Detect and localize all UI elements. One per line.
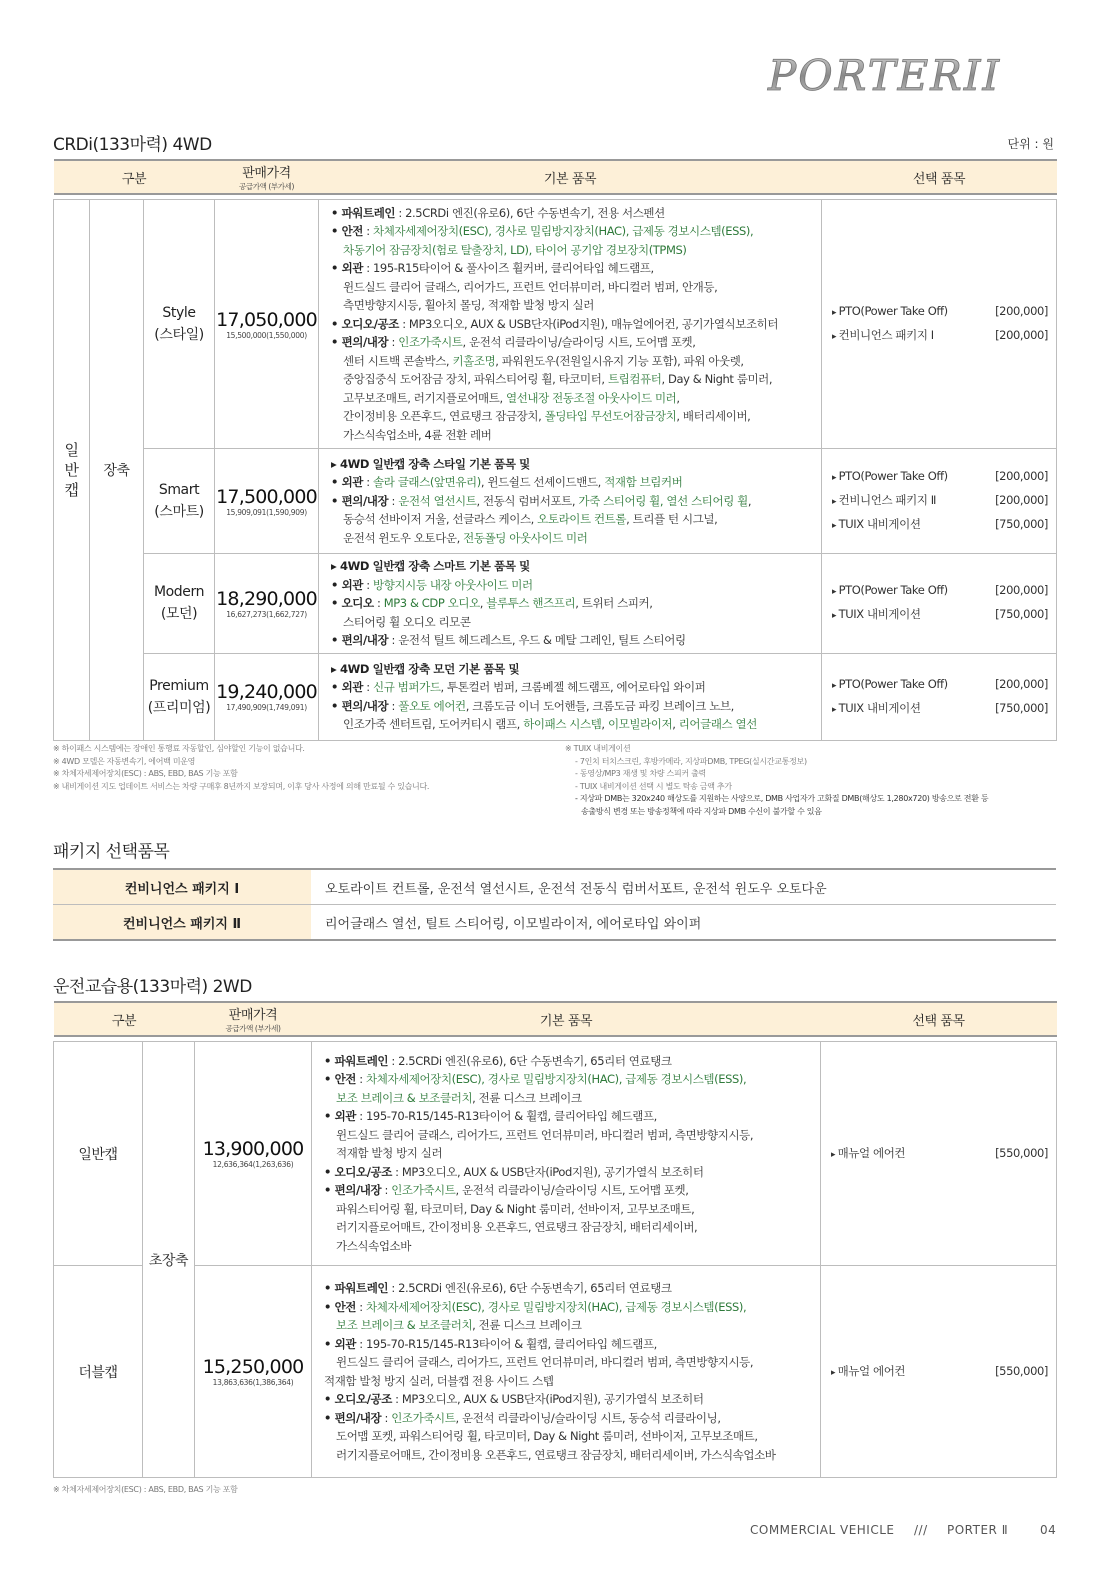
basic-line: ▸ 4WD 일반캡 장축 스타일 기본 품목 및	[331, 456, 530, 471]
basic-line: • 파워트레인 : 2.5CRDi 엔진(유로6), 6단 수동변속기, 65리터 연료탱크	[324, 1053, 672, 1068]
basic-line: 윈드실드 클리어 글래스, 리어가드, 프런트 언더뷰미러, 바디컬러 범퍼, 측면방향지시등,	[336, 1127, 754, 1142]
spec-table-2wd	[53, 1001, 1057, 1478]
price-cell: 18,290,000 16,627,273(1,662,727)	[215, 554, 319, 654]
trim-cell: Smart (스마트)	[144, 449, 215, 554]
basic-items	[312, 1266, 821, 1478]
basic-line: 보조 브레이크 & 보조클러치, 전륜 디스크 브레이크	[336, 1318, 582, 1332]
section2-title: 운전교습용(133마력) 2WD	[53, 977, 252, 997]
table-row	[54, 1266, 1057, 1478]
basic-line: 차동기어 잠금장치(험로 탈출장치, LD), 타이어 공기압 경보장치(TPMS)	[343, 242, 687, 257]
header-basic: 기본 품목	[319, 160, 822, 194]
porter-logo	[760, 50, 1070, 100]
basic-line: • 편의/내장 : 운전석 열선시트, 전동식 럼버서포트, 가죽 스티어링 휠, 열선 스티어링 휠,	[331, 493, 752, 508]
basic-line: • 안전 : 차체자세제어장치(ESC), 경사로 밀림방지장치(HAC), 급제동 경보시스템(ESS),	[331, 224, 754, 239]
basic-line: 러기지플로어매트, 간이정비용 오픈후드, 연료탱크 잠금장치, 배터리세이버, 가스식속업소바	[336, 1447, 776, 1462]
option-item: ▸ 매뉴얼 에어컨 [550,000]	[831, 1360, 1048, 1384]
table-row	[54, 554, 1057, 654]
basic-line: • 오디오/공조 : MP3오디오, AUX & USB단자(iPod지원), 매뉴얼에어컨, 공기가열식보조히터	[331, 316, 779, 331]
basic-line: • 안전 : 차체자세제어장치(ESC), 경사로 밀림방지장치(HAC), 급제동 경보시스템(ESS),	[324, 1299, 747, 1314]
basic-line: 고무보조매트, 러기지플로어매트, 열선내장 전동조절 아웃사이드 미러,	[343, 390, 680, 405]
trim-cell: Premium (프리미엄)	[144, 653, 215, 740]
price-cell: 13,900,000 12,636,364(1,263,636)	[195, 1042, 312, 1266]
unit-label: 단위 : 원	[1007, 137, 1054, 151]
basic-line: 스티어링 휠 오디오 리모콘	[343, 614, 471, 629]
option-item: ▸ PTO(Power Take Off) [200,000]	[832, 300, 1048, 324]
footer-left: COMMERCIAL VEHICLE	[750, 1523, 895, 1537]
table-row	[54, 1042, 1057, 1266]
option-items	[822, 449, 1057, 554]
cab-cell: 더블캡	[54, 1266, 143, 1478]
package-row	[53, 869, 1056, 905]
basic-line: 적재함 발청 방지 실러	[336, 1146, 443, 1161]
option-items	[821, 1266, 1057, 1478]
basic-line: ▸ 4WD 일반캡 장축 스마트 기본 품목 및	[331, 559, 530, 573]
table-row	[54, 653, 1057, 740]
option-item: ▸ 매뉴얼 에어컨 [550,000]	[831, 1142, 1048, 1166]
basic-line: 센터 시트백 콘솔박스, 키홀조명, 파워윈도우(전원일시유지 기능 포함), 파워 아웃렛,	[343, 353, 744, 368]
option-item: ▸ TUIX 내비게이션 [750,000]	[832, 603, 1048, 627]
table-row	[54, 200, 1057, 449]
basic-line: • 외관 : 195-70-R15/145-R13타이어 & 휠캡, 클리어타입 헤드램프,	[324, 1109, 657, 1124]
option-item: ▸ PTO(Power Take Off) [200,000]	[832, 673, 1048, 697]
basic-line: • 편의/내장 : 풀오토 에어컨, 크롬도금 이너 도어핸들, 크롬도금 파킹 브레이크 노브,	[331, 698, 734, 713]
header-basic: 기본 품목	[312, 1002, 821, 1036]
basic-line: 인조가죽 센터트림, 도어커티시 램프, 하이패스 시스템, 이모빌라이저, 리어글래스 열선	[343, 717, 757, 731]
option-items	[822, 554, 1057, 654]
option-item: ▸ TUIX 내비게이션 [750,000]	[832, 697, 1048, 721]
basic-line: • 편의/내장 : 운전석 틸트 헤드레스트, 우드 & 메탈 그레인, 틸트 스티어링	[331, 633, 686, 647]
cab-cell	[54, 200, 90, 741]
basic-line: • 외관 : 195-R15타이어 & 풀사이즈 휠커버, 클리어타입 헤드램프,	[331, 261, 654, 276]
basic-line: 가스식속업소바, 4륜 전환 레버	[343, 427, 492, 442]
option-item: ▸ PTO(Power Take Off) [200,000]	[832, 579, 1048, 603]
header-price: 판매가격 공급가액 (부가세)	[215, 160, 319, 194]
svg-text:PORTERII: PORTERII	[768, 51, 1002, 100]
package-table	[53, 868, 1056, 941]
basic-line: 러기지플로어매트, 간이정비용 오픈후드, 연료탱크 잠금장치, 배터리세이버,	[336, 1220, 698, 1235]
page-number: 04	[1040, 1523, 1057, 1537]
basic-line: • 오디오/공조 : MP3오디오, AUX & USB단자(iPod지원), 공기가열식 보조히터	[324, 1392, 704, 1406]
basic-line: 윈드실드 클리어 글래스, 리어가드, 프런트 언더뷰미러, 바디컬러 범퍼, 측면방향지시등,	[336, 1355, 754, 1369]
basic-line: • 편의/내장 : 인조가죽시트, 운전석 리클라이닝/슬라이딩 시트, 도어맵 포켓,	[331, 335, 696, 350]
basic-line: • 외관 : 솔라 글래스(앞면유리), 윈드쉴드 선셰이드밴드, 적재함 브림커버	[331, 475, 683, 490]
basic-line: 중앙집중식 도어잠금 장치, 파워스티어링 휠, 타코미터, 트립컴퓨터, Day & Night 룸미러,	[343, 372, 773, 387]
basic-line: 보조 브레이크 & 보조클러치, 전륜 디스크 브레이크	[336, 1090, 582, 1105]
basic-items	[319, 449, 822, 554]
header-options: 선택 품목	[821, 1002, 1057, 1036]
basic-line: • 오디오 : MP3 & CDP 오디오, 블루투스 핸즈프리, 트위터 스피커,	[331, 596, 653, 610]
basic-line: • 편의/내장 : 인조가죽시트, 운전석 리클라이닝/슬라이딩 시트, 도어맵 포켓,	[324, 1183, 689, 1198]
header-price: 판매가격 공급가액 (부가세)	[195, 1002, 312, 1036]
price-cell: 19,240,000 17,490,909(1,749,091)	[215, 653, 319, 740]
cab-label: 일 반 캡	[64, 440, 79, 499]
basic-line: 적재함 발청 방지 실러, 더블캡 전용 사이드 스텝	[324, 1373, 554, 1388]
notes-right: ※ TUIX 내비게이션 - 7인치 터치스크린, 후방카메라, 지상파DMB, TPEG(실시간교통정보) - 동영상/MP3 재생 및 차량 스피커 출력 - TUIX 내비게이션 선택 시 별도 탁송 금액 추가 - 지상파 DMB는 320x240 해상도를 지원하는 사양으로, DMB 사업자가 고화질 DMB(해상도 1,280x720) 방송으로 전환 등 송출방식 변경 또는 방송정책에 따라 지상파 DMB 수신이 불가할 수 있음	[565, 744, 989, 816]
option-item: ▸ 컨비니언스 패키지 Ⅱ [200,000]	[832, 489, 1048, 513]
option-items	[821, 1042, 1057, 1266]
basic-line: • 안전 : 차체자세제어장치(ESC), 경사로 밀림방지장치(HAC), 급제동 경보시스템(ESS),	[324, 1072, 747, 1087]
basic-items	[312, 1042, 821, 1266]
package-name: 컨비니언스 패키지 Ⅱ	[53, 905, 311, 941]
section1-title: CRDi(133마력) 4WD	[53, 135, 212, 155]
spec-table-4wd	[53, 159, 1057, 741]
basic-line: • 외관 : 신규 범퍼가드, 투톤컬러 범퍼, 크롬베젤 헤드램프, 에어로타입 와이퍼	[331, 680, 706, 694]
footer-model: PORTER Ⅱ	[947, 1523, 1009, 1537]
option-items	[822, 200, 1057, 449]
basic-line: 가스식속업소바	[336, 1238, 411, 1253]
axle-cell: 초장축	[143, 1042, 195, 1478]
basic-line: 간이정비용 오픈후드, 연료탱크 잠금장치, 폴딩타입 무선도어잠금장치, 배터리세이버,	[343, 409, 751, 424]
basic-line: • 파워트레인 : 2.5CRDi 엔진(유로6), 6단 수동변속기, 전용 서스펜션	[331, 205, 665, 220]
package-row	[53, 905, 1056, 941]
basic-line: 도어맵 포켓, 파워스티어링 휠, 타코미터, Day & Night 룸미러, 선바이저, 고무보조매트,	[336, 1429, 758, 1443]
axle-cell: 장축	[90, 200, 144, 741]
trim-cell: Style (스타일)	[144, 200, 215, 449]
header-category: 구분	[54, 160, 215, 194]
packages-title: 패키지 선택품목	[53, 842, 170, 862]
package-name: 컨비니언스 패키지 Ⅰ	[53, 869, 311, 905]
basic-line: 운전석 윈도우 오토다운, 전동폴딩 아웃사이드 미러	[343, 530, 588, 545]
cab-cell: 일반캡	[54, 1042, 143, 1266]
basic-line: • 외관 : 195-70-R15/145-R13타이어 & 휠캡, 클리어타입 헤드램프,	[324, 1336, 657, 1351]
basic-items	[319, 200, 822, 449]
price-cell: 17,050,000 15,500,000(1,550,000)	[215, 200, 319, 449]
section2-note: ※ 차체자세제어장치(ESC) : ABS, EBD, BAS 기능 포함	[53, 1485, 238, 1494]
option-item: ▸ TUIX 내비게이션 [750,000]	[832, 513, 1048, 537]
basic-line: • 오디오/공조 : MP3오디오, AUX & USB단자(iPod지원), 공기가열식 보조히터	[324, 1164, 704, 1179]
basic-line: • 외관 : 방향지시등 내장 아웃사이드 미러	[331, 577, 533, 592]
option-item: ▸ 컨비니언스 패키지 Ⅰ [200,000]	[832, 324, 1048, 348]
basic-line: 동승석 선바이저 거울, 선글라스 케이스, 오토라이트 컨트롤, 트리플 턴 시그널,	[343, 512, 718, 527]
basic-line: • 편의/내장 : 인조가죽시트, 운전석 리클라이닝/슬라이딩 시트, 동승석 리클라이닝,	[324, 1410, 721, 1425]
price-cell: 15,250,000 13,863,636(1,386,364)	[195, 1266, 312, 1478]
basic-line: ▸ 4WD 일반캡 장축 모던 기본 품목 및	[331, 661, 520, 676]
trim-cell: Modern (모던)	[144, 554, 215, 654]
footer-separator: ///	[914, 1523, 928, 1537]
package-items: 리어글래스 열선, 틸트 스티어링, 이모빌라이저, 에어로타입 와이퍼	[311, 905, 1056, 941]
basic-line: • 파워트레인 : 2.5CRDi 엔진(유로6), 6단 수동변속기, 65리터 연료탱크	[324, 1281, 672, 1295]
option-item: ▸ PTO(Power Take Off) [200,000]	[832, 465, 1048, 489]
basic-line: 측면방향지시등, 휠아치 몰딩, 적재함 발청 방지 실러	[343, 298, 594, 313]
header-options: 선택 품목	[822, 160, 1057, 194]
header-category: 구분	[54, 1002, 195, 1036]
price-cell: 17,500,000 15,909,091(1,590,909)	[215, 449, 319, 554]
basic-line: 파워스티어링 휠, 타코미터, Day & Night 룸미러, 선바이저, 고무보조매트,	[336, 1201, 695, 1216]
table-row	[54, 449, 1057, 554]
basic-line: 윈드실드 클리어 글래스, 리어가드, 프런트 언더뷰미러, 바디컬러 범퍼, 안개등,	[343, 279, 718, 294]
option-items	[822, 653, 1057, 740]
basic-items	[319, 653, 822, 740]
package-items: 오토라이트 컨트롤, 운전석 열선시트, 운전석 전동식 럼버서포트, 운전석 윈도우 오토다운	[311, 869, 1056, 905]
notes-left: ※ 하이패스 시스템에는 장애인 통행료 자동할인, 심야할인 기능이 없습니다. ※ 4WD 모델은 자동변속기, 에어백 미운영 ※ 차체자세제어장치(ESC) : ABS, EBD, BAS 기능 포함 ※ 내비게이션 지도 업데이트 서비스는 차량 구매후 8년까지 보장되며, 이후 당사 사정에 의해 만료될 수 있습니다.	[53, 744, 430, 791]
basic-items	[319, 554, 822, 654]
